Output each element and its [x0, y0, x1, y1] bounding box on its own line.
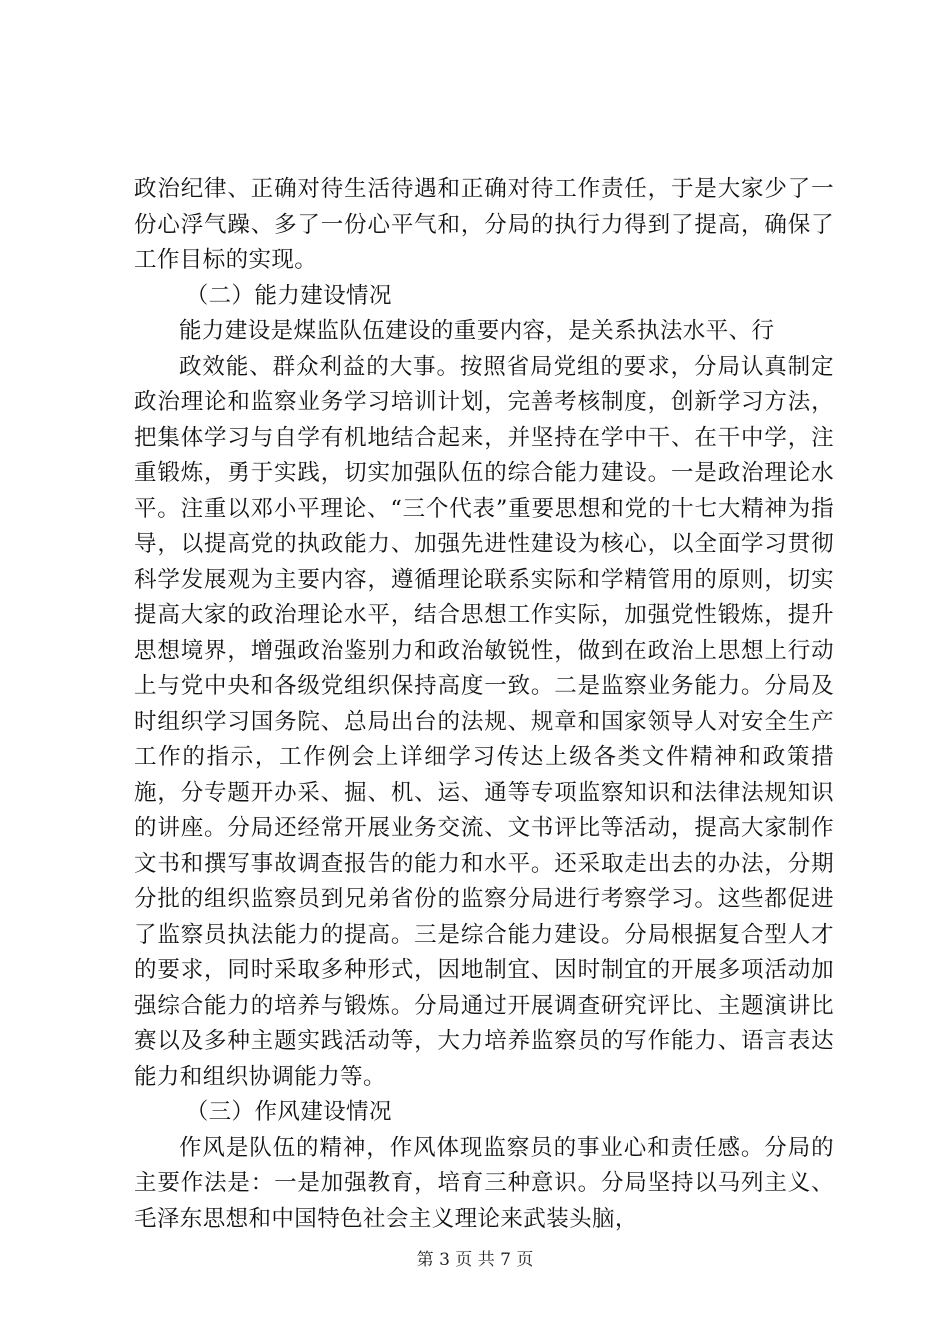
section-heading-style: （三）作风建设情况: [185, 1099, 392, 1125]
paragraph-capacity-body: 政效能、群众利益的大事。按照省局党组的要求，分局认真制定政治理论和监察业务学习培训计划，完善考核制度，创新学习方法，把集体学习与自学有机地结合起来，并坚持在学中干、在干中学，注重锻炼，勇于实践，切实加强队伍的综合能力建设。一是政治理论水平。注重以邓小平理论、“三个代表”重要思想和党的十七大精神为指导，以提高党的执政能力、加强先进性建设为核心，以全面学习贯彻科学发展观为主要内容，遵循理论联系实际和学精管用的原则，切实提高大家的政治理论水平，结合思想工作实际，加强党性锻炼，提升思想境界，增强政治鉴别力和政治敏锐性，做到在政治上思想上行动上与党中央和各级党组织保持高度一致。二是监察业务能力。分局及时组织学习国务院、总局出台的法规、规章和国家领导人对安全生产工作的指示，工作例会上详细学习传达上级各类文件精神和政策措施，分专题开办采、掘、机、运、通等专项监察知识和法律法规知识的讲座。分局还经常开展业务交流、文书评比等活动，提高大家制作文书和撰写事故调查报告的能力和水平。还采取走出去的办法，分期分批的组织监察员到兄弟省份的监察分局进行考察学习。这些都促进了监察员执法能力的提高。三是综合能力建设。分局根据复合型人才的要求，同时采取多种形式，因地制宜、因时制宜的开展多项活动加强综合能力的培养与锻炼。分局通过开展调查研究评比、主题演讲比赛以及多种主题实践活动等，大力培养监察员的写作能力、语言表达能力和组织协调能力等。: [134, 353, 834, 1090]
document-body: [134, 172, 834, 1237]
paragraph-continuation: 政治纪律、正确对待生活待遇和正确对待工作责任，于是大家少了一份心浮气躁、多了一份心平气和，分局的执行力得到了提高，确保了工作目标的实现。: [134, 176, 834, 273]
paragraph-style-body: 作风是队伍的精神，作风体现监察员的事业心和责任感。分局的主要作法是：一是加强教育，培育三种意识。分局坚持以马列主义、毛泽东思想和中国特色社会主义理论来武装头脑，: [134, 1134, 834, 1232]
paragraph-capacity-intro: 能力建设是煤监队伍建设的重要内容，是关系执法水平、行: [179, 318, 775, 344]
section-heading-capacity: （二）能力建设情况: [185, 282, 392, 309]
page-number-footer: 第 3 页 共 7 页: [416, 1250, 534, 1270]
